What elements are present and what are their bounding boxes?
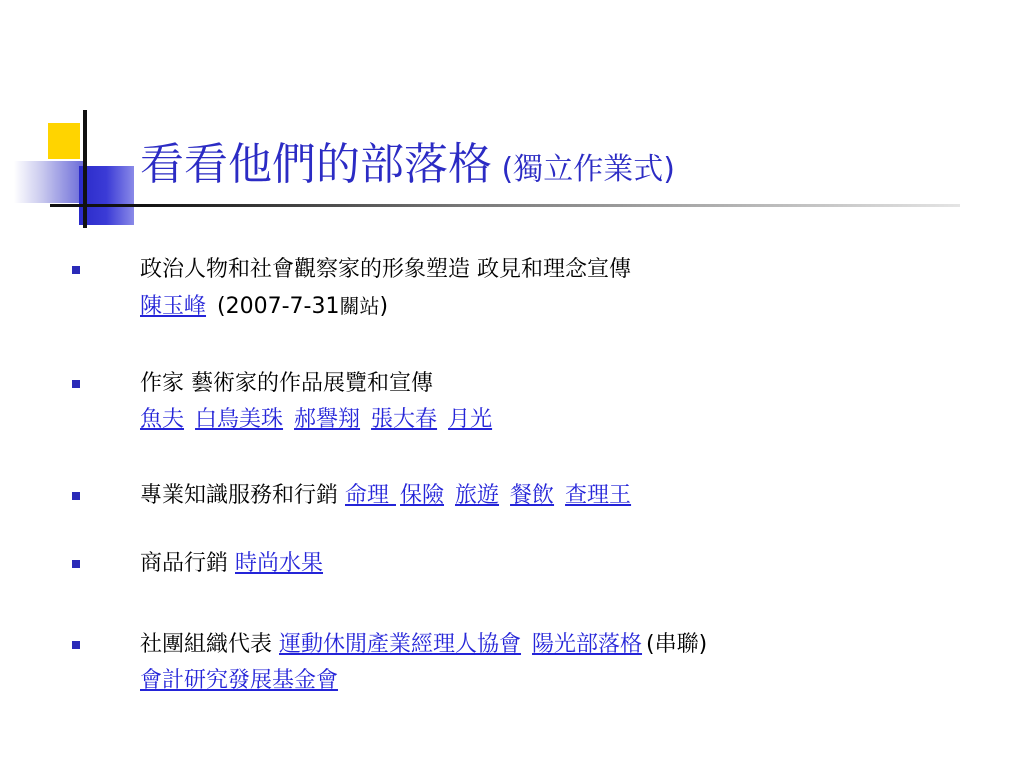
paren-open: ( [646, 632, 655, 657]
bullet-item-products [140, 546, 327, 582]
bullet-square-icon [72, 560, 80, 568]
bullet-text: 社團組織代表 [140, 632, 279, 657]
title-underline-rule [50, 204, 960, 207]
bullet-text: 商品行銷 [140, 551, 235, 576]
bullet-square-icon [72, 266, 80, 274]
blog-link[interactable]: 月光 [448, 407, 493, 432]
blog-link[interactable]: 運動休閒產業經理人協會 [279, 632, 522, 657]
bullet-text: 作家 藝術家的作品展覽和宣傳 [140, 371, 433, 396]
slide-title-main: 看看他們的部落格 [140, 139, 492, 190]
blog-link[interactable]: 保險 [400, 483, 445, 508]
blog-link[interactable]: 會計研究發展基金會 [140, 668, 339, 693]
closing-paren: ) [379, 294, 389, 319]
blog-link[interactable]: 時尚水果 [235, 551, 324, 576]
blog-link[interactable]: 旅遊 [455, 483, 500, 508]
bullet-item-organizations [140, 627, 707, 699]
blog-link[interactable]: 餐飲 [510, 483, 555, 508]
slide-title-sub: (獨立作業式) [492, 152, 675, 187]
bullet-item-artists [140, 366, 496, 438]
bullet-square-icon [72, 641, 80, 649]
blog-link[interactable]: 張大春 [371, 407, 438, 432]
blog-link[interactable]: 查理王 [565, 483, 632, 508]
linked-note-text: 串聯 [654, 632, 699, 657]
blog-link[interactable]: 白鳥美珠 [195, 407, 284, 432]
slide-title [140, 128, 675, 192]
paren-close: ) [698, 632, 708, 657]
corner-vertical-line [83, 110, 87, 228]
bullet-text: 專業知識服務和行銷 [140, 483, 345, 508]
blog-link[interactable]: 陽光部落格 [532, 632, 643, 657]
bullet-square-icon [72, 492, 80, 500]
corner-blue-square [79, 166, 134, 225]
blog-link[interactable]: 陳玉峰 [140, 294, 207, 319]
bullet-item-politics [140, 252, 631, 325]
bullet-item-services [140, 478, 635, 514]
blog-link[interactable]: 郝譽翔 [294, 407, 361, 432]
bullet-square-icon [72, 380, 80, 388]
bullet-text: 政治人物和社會觀察家的形象塑造 政見和理念宣傳 [140, 257, 631, 282]
blog-link[interactable]: 魚夫 [140, 407, 185, 432]
corner-fade-bar [14, 161, 84, 203]
blog-link[interactable]: 命理 [345, 483, 396, 508]
closed-status-text: 關站 [339, 294, 380, 318]
closed-date-text: (2007-7-31 [210, 294, 340, 319]
corner-yellow-square [48, 123, 80, 159]
